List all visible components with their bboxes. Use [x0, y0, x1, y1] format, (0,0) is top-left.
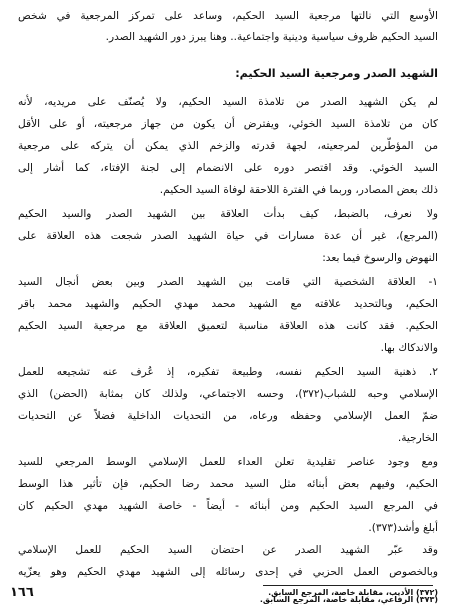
section-heading: الشهيد الصدر ومرجعية السيد الحكيم:	[235, 67, 438, 80]
text-line: الخارجية.	[397, 432, 438, 444]
text-line: الإسلامي وحبه للشباب(٣٧٢)، وحسه الاجتماعي، ولذلك كان بمثابة (الحضن) الذي	[18, 388, 438, 400]
text-line: ٢. ذهنية السيد الحكيم نفسه، وطبيعة تفكيره، إذ عُرف عنه تشجيعه للعمل	[18, 366, 438, 378]
footnote: (٣٧٣) الرفاعي، مقابلة خاصة، المرجع السابق.	[259, 595, 438, 604]
text-line: الأوسع التي نالتها مرجعية السيد الحكيم، وساعد على تمركز المرجعية في شخص	[18, 10, 438, 22]
text-line: السيد الخوئي. وقد اقتصر دوره على الانضمام إلى لجنة الإفتاء، كما أشار إلى	[18, 162, 438, 174]
text-line: لم يكن الشهيد الصدر من تلامذة السيد الحكيم، ولا يُصنّف على مريديه، لأنه	[18, 96, 438, 108]
text-line: في المرجع السيد الحكيم ومن أبنائه - أيضاً - خاصة الشهيد مهدي الحكيم كان	[18, 500, 438, 512]
text-line: النهوض والرسوخ فيما بعد:	[322, 252, 438, 264]
text-line: الحكيم. فقد كانت هذه العلاقة مناسبة لتعميق العلاقة مع مرجعية السيد الحكيم	[18, 320, 438, 332]
text-line: (المرجع)، غير أن عدة مسارات في حياة الشهيد الصدر شجعت هذه العلاقة على	[18, 230, 438, 242]
text-line: من المؤطّرين لمرجعيته، لجهة قدرته والزخم الذي يمكن أن يتركه على مرجعية	[18, 140, 438, 152]
text-line: ضمّ العمل الإسلامي وحفظه ورعاه، من التحديات الداخلية فضلاً عن التحديات	[18, 410, 438, 422]
text-line: الحكيم، وفيهم بعض أبنائه مثل السيد محمد رضا الحكيم، فإن تأثير هذا الوسط	[18, 478, 438, 490]
text-line: السيد الحكيم ظروف سياسية ودينية واجتماعية.. وهنا يبرز دور الشهيد الصدر.	[105, 31, 438, 43]
text-line: وبالخصوص العمل الحزبي في إحدى رسائله إلى الشهيد مهدي الحكيم وهو يعزّيه	[18, 566, 438, 578]
text-line: والاندكاك بها.	[380, 342, 438, 354]
text-line: ١- العلاقة الشخصية التي قامت بين الشهيد الصدر وبين بعض أنجال السيد	[18, 276, 438, 288]
page-number: ١٦٦	[10, 585, 34, 600]
text-line: ولا نعرف، بالضبط، كيف بدأت العلاقة بين الشهيد الصدر والسيد الحكيم	[18, 208, 438, 220]
text-line: كان من تلامذة السيد الخوئي، ويفترض أن يكون من جهاز مرجعيته، أو على الأقل	[18, 118, 438, 130]
text-line: وقد عبّر الشهيد الصدر عن احتضان السيد الحكيم للعمل الإسلامي	[18, 544, 438, 556]
footnote: (٣٧٢) الأديب، مقابلة خاصة، المرجع السابق.	[268, 588, 438, 597]
text-line: الحكيم، وبالتحديد علاقته مع الشهيد محمد مهدي الحكيم والشهيد محمد باقر	[18, 298, 438, 310]
text-line: ذلك بعض المصادر، وربما في الفترة اللاحقة لوفاة السيد الحكيم.	[159, 184, 438, 196]
text-line: ومع وجود عناصر تقليدية تعلن العداء للعمل الإسلامي الوسط المرجعي للسيد	[18, 456, 438, 468]
text-line: أبلغ وأشد(٣٧٣).	[368, 522, 438, 534]
